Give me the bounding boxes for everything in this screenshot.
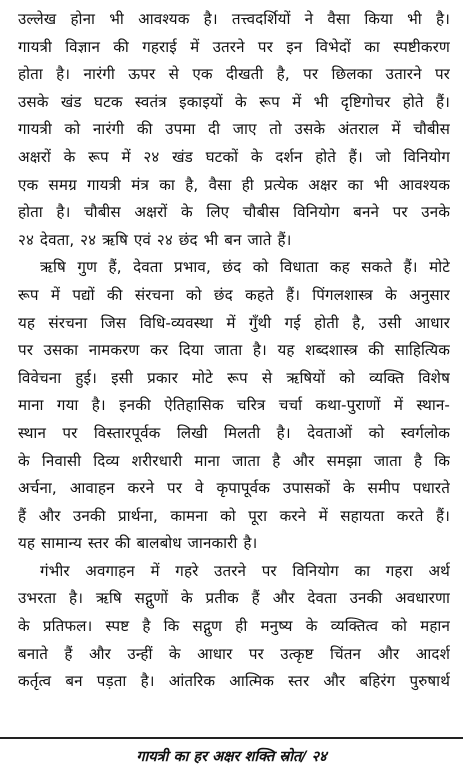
text-line: माना गया है। इनकी ऐतिहासिक चरित्र चर्चा कथा-पुराणों में स्थान-: [18, 396, 450, 415]
text-line: बनाते हैं और उन्हीं के आधार पर उत्कृष्ट चिंतन और आदर्श: [18, 644, 450, 663]
page-footer: गायत्री का हर अक्षर शक्ति स्रोत/ २४: [136, 749, 327, 765]
text-line: होता है। चौबीस अक्षरों के लिए चौबीस विनियोग बनने पर उनके: [18, 203, 450, 222]
text-line: २४ देवता, २४ ऋषि एवं २४ छंद भी बन जाते हैं।: [18, 230, 292, 249]
text-line: उभरता है। ऋषि सद्गुणों के प्रतीक हैं और देवता उनकी अवधारणा: [18, 589, 450, 608]
paragraph-3: [18, 558, 450, 696]
text-line: के प्रतिफल। स्पष्ट है कि सद्गुण ही मनुष्य के व्यक्तित्व को महान: [18, 617, 450, 636]
text-line: अक्षरों के रूप में २४ खंड घटकों के दर्शन होते हैं। जो विनियोग: [18, 147, 450, 166]
text-line: यह संरचना जिस विधि-व्यवस्था में गुँथी गई होती है, उसी आधार: [18, 313, 450, 332]
text-line: के निवासी दिव्य शरीरधारी माना जाता है और समझा जाता है कि: [18, 451, 450, 470]
footer-divider: [0, 737, 463, 739]
text-line: गायत्री विज्ञान की गहराई में उतरने पर इन विभेदों का स्पष्टीकरण: [18, 37, 450, 56]
text-line: एक समग्र गायत्री मंत्र का है, वैसा ही प्रत्येक अक्षर का भी आवश्यक: [18, 175, 450, 194]
text-line: ऋषि गुण हैं, देवता प्रभाव, छंद को विधाता कह सकते हैं। मोटे: [40, 258, 450, 277]
text-line: रूप में पद्यों की संरचना को छंद कहते हैं। पिंगलशास्त्र के अनुसार: [18, 285, 450, 304]
text-line: उल्लेख होना भी आवश्यक है। तत्त्वदर्शियों ने वैसा किया भी है।: [18, 10, 450, 28]
text-line: उसके खंड घटक स्वतंत्र इकाइयों के रूप में भी दृष्टिगोचर होते हैं।: [18, 92, 450, 111]
text-line: स्थान पर विस्तारपूर्वक लिखी मिलती है। देवताओं को स्वर्गलोक: [18, 423, 450, 442]
text-line: होता है। नारंगी ऊपर से एक दीखती है, पर छिलका उतारने पर: [18, 65, 450, 84]
page-body: [18, 6, 450, 736]
text-line: अर्चना, आवाहन करने पर वे कृपापूर्वक उपासकों के समीप पधारते: [18, 479, 450, 498]
text-line: हैं और उनकी प्रार्थना, कामना को पूरा करने में सहायता करते हैं।: [18, 506, 450, 525]
text-line: पर उसका नामकरण कर दिया जाता है। यह शब्दशास्त्र की साहित्यिक: [18, 341, 450, 360]
text-line: यह सामान्य स्तर की बालबोध जानकारी है।: [18, 534, 258, 553]
text-line: गंभीर अवगाहन में गहरे उतरने पर विनियोग का गहरा अर्थ: [40, 561, 450, 580]
text-line: कर्तृत्व बन पड़ता है। आंतरिक आत्मिक स्तर और बहिरंग पुरुषार्थ: [18, 672, 450, 691]
text-line: विवेचना हुई। इसी प्रकार मोटे रूप से ऋषियों को व्यक्ति विशेष: [18, 368, 450, 387]
text-line: गायत्री को नारंगी की उपमा दी जाए तो उसके अंतराल में चौबीस: [18, 120, 450, 139]
paragraph-1: [18, 6, 450, 254]
paragraph-2: [18, 254, 450, 558]
